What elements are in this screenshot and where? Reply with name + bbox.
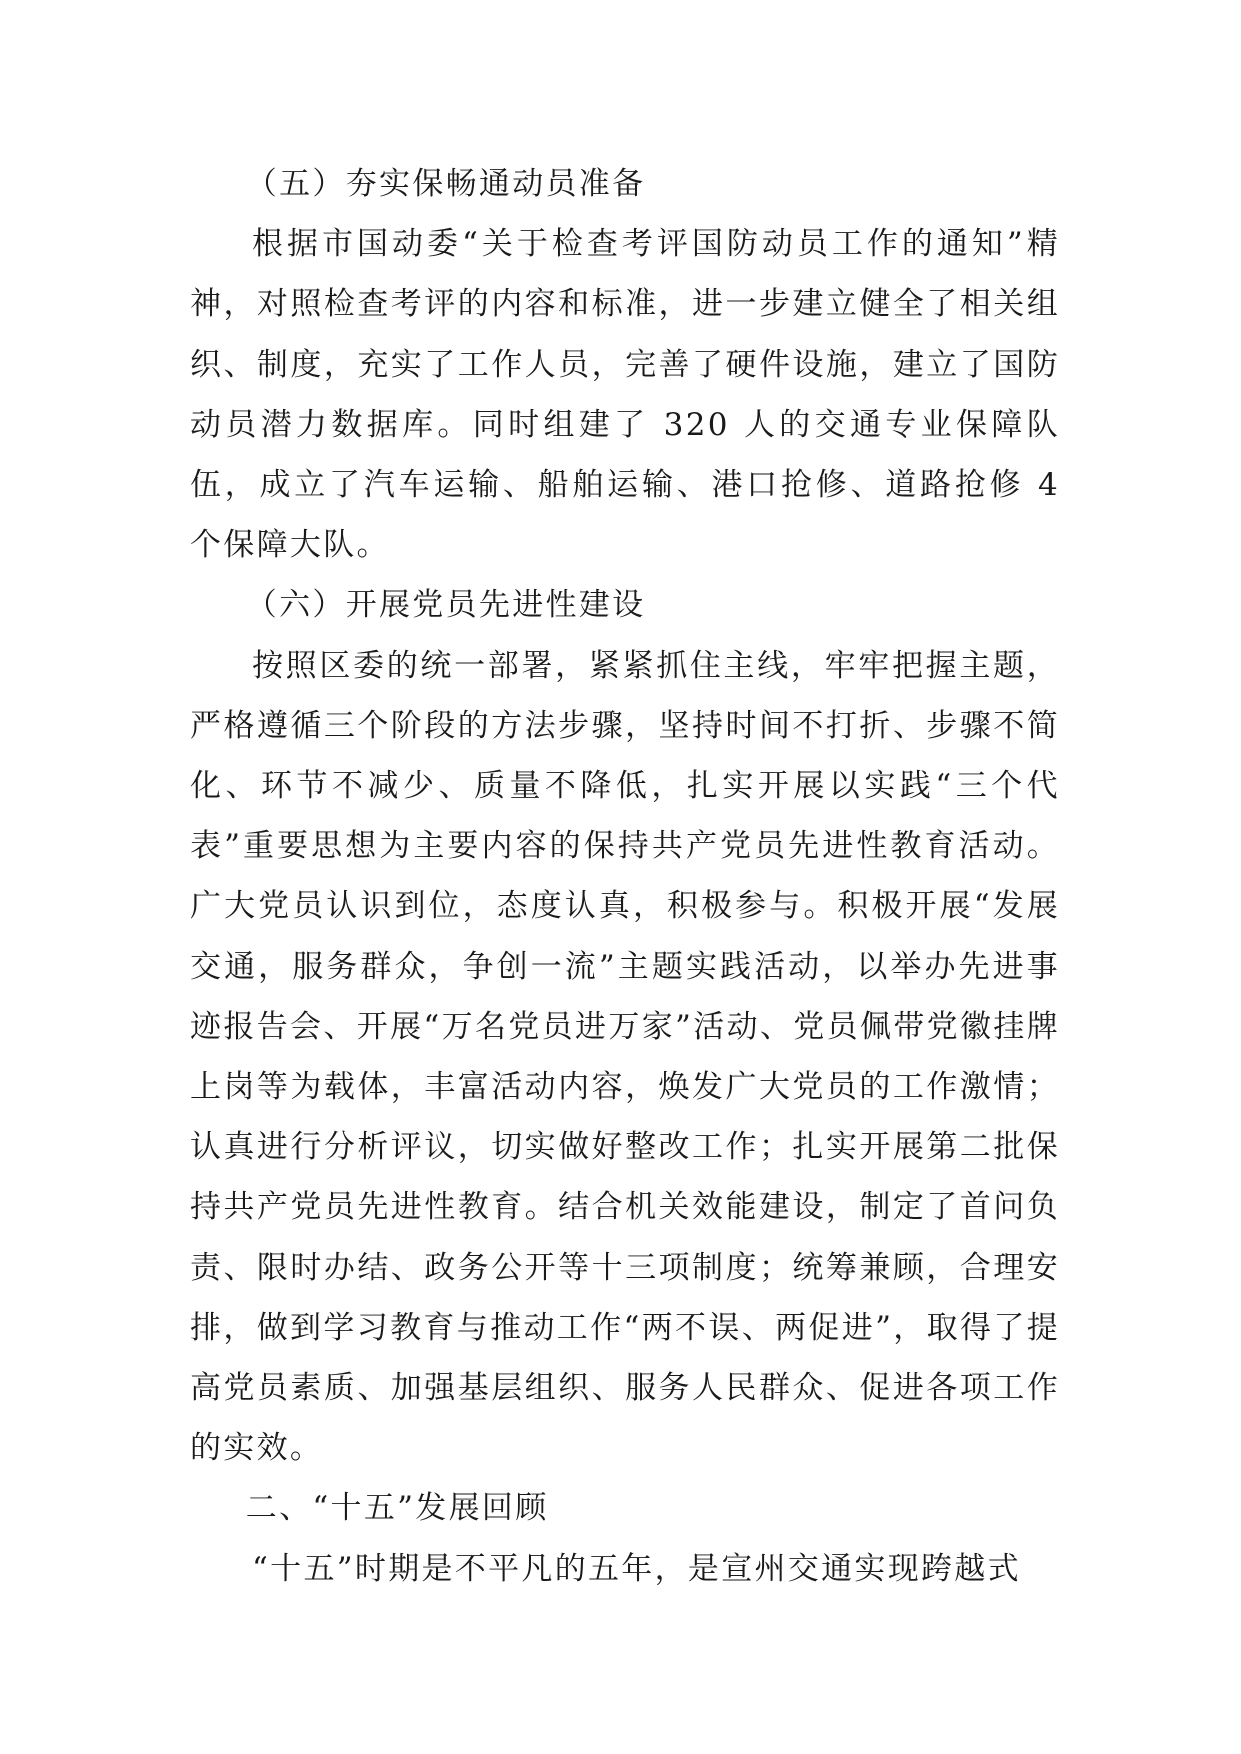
section-heading-six: （六）开展党员先进性建设 [245, 587, 646, 624]
paragraph-review-intro: “十五”时期是不平凡的五年，是宣州交通实现跨越式 [252, 1550, 1021, 1587]
section-heading-review: 二、“十五”发展回顾 [245, 1490, 549, 1527]
paragraph-party-building: 按照区委的统一部署，紧紧抓住主线，牢牢把握主题，严格遵循三个阶段的方法步骤，坚持时间不打折、步骤不简化、环节不减少、质量不降低，扎实开展以实践“三个代表”重要思想为主要内容的保持共产党员先进性教育活动。广大党员认识到位，态度认真，积极参与。积极开展“发展交通，服务群众，争创一流”主题实践活动，以举办先进事迹报告会、开展“万名党员进万家”活动、党员佩带党徽挂牌上岗等为载体，丰富活动内容，焕发广大党员的工作激情；认真进行分析评议，切实做好整改工作；扎实开展第二批保持共产党员先进性教育。结合机关效能建设，制定了首问负责、限时办结、政务公开等十三项制度；统筹兼顾，合理安排，做到学习教育与推动工作“两不误、两促进”，取得了提高党员素质、加强基层组织、服务人民群众、促进各项工作的实效。 [190, 647, 1060, 1467]
document-body [190, 154, 1060, 1599]
paragraph-mobilization: 根据市国动委“关于检查考评国防动员工作的通知”精神，对照检查考评的内容和标准，进一步建立健全了相关组织、制度，充实了工作人员，完善了硬件设施，建立了国防动员潜力数据库。同时组建了 320 人的交通专业保障队伍，成立了汽车运输、船舶运输、港口抢修、道路抢修 4 个保障大队。 [190, 226, 1060, 564]
section-heading-five: （五）夯实保畅通动员准备 [245, 166, 646, 202]
